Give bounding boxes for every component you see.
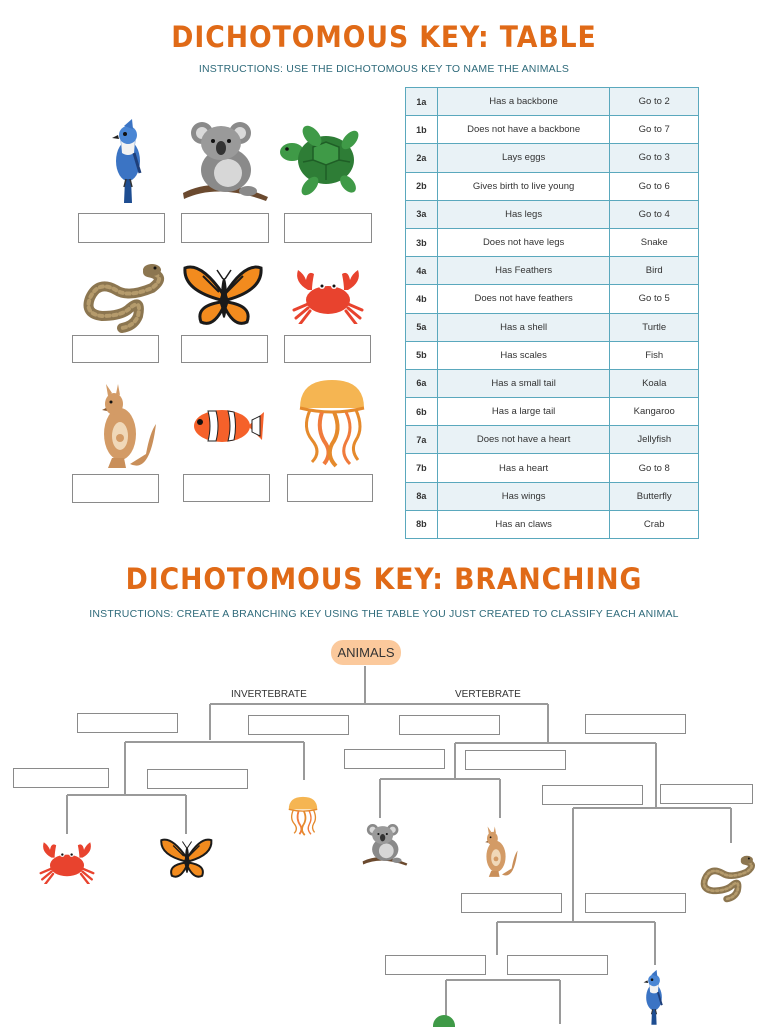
branching-section-instructions: INSTRUCTIONS: CREATE A BRANCHING KEY USING THE TABLE YOU JUST CREATED TO CLASSIFY EACH ANIMAL <box>89 608 679 620</box>
key-code: 8a <box>406 482 438 510</box>
key-result: Butterfly <box>610 482 699 510</box>
key-result: Kangaroo <box>610 398 699 426</box>
branching-section-title: DICHOTOMOUS KEY: BRANCHING <box>125 562 643 596</box>
table-section-instructions: INSTRUCTIONS: USE THE DICHOTOMOUS KEY TO NAME THE ANIMALS <box>198 63 570 75</box>
key-code: 6b <box>406 398 438 426</box>
blue-jay-icon <box>632 966 676 1028</box>
key-result: Snake <box>610 228 699 256</box>
key-code: 3b <box>406 228 438 256</box>
jellyfish-icon <box>285 796 321 836</box>
key-result: Bird <box>610 257 699 285</box>
key-description: Lays eggs <box>437 144 610 172</box>
crab-icon <box>36 836 98 884</box>
key-code: 2b <box>406 172 438 200</box>
key-code: 1a <box>406 88 438 116</box>
branch-box[interactable] <box>660 784 753 804</box>
key-result: Koala <box>610 369 699 397</box>
butterfly-icon <box>160 835 214 881</box>
branch-box[interactable] <box>77 713 178 733</box>
branch-box[interactable] <box>344 749 445 769</box>
key-description: Has wings <box>437 482 610 510</box>
key-result: Go to 8 <box>610 454 699 482</box>
key-description: Has a small tail <box>437 369 610 397</box>
key-code: 2a <box>406 144 438 172</box>
branch-box[interactable] <box>248 715 349 735</box>
key-result: Go to 3 <box>610 144 699 172</box>
branch-box[interactable] <box>585 893 686 913</box>
key-description: Does not have a heart <box>437 426 610 454</box>
key-result: Go to 5 <box>610 285 699 313</box>
key-description: Has Feathers <box>437 257 610 285</box>
key-code: 1b <box>406 116 438 144</box>
key-description: Does not have feathers <box>437 285 610 313</box>
key-description: Gives birth to live young <box>437 172 610 200</box>
key-result: Fish <box>610 341 699 369</box>
key-code: 4a <box>406 257 438 285</box>
key-code: 5a <box>406 313 438 341</box>
branch-box[interactable] <box>147 769 248 789</box>
branch-box[interactable] <box>542 785 643 805</box>
key-description: Has legs <box>437 200 610 228</box>
branch-box[interactable] <box>399 715 500 735</box>
key-code: 6a <box>406 369 438 397</box>
key-code: 8b <box>406 510 438 538</box>
key-code: 4b <box>406 285 438 313</box>
key-description: Does not have a backbone <box>437 116 610 144</box>
key-code: 5b <box>406 341 438 369</box>
key-description: Does not have legs <box>437 228 610 256</box>
branch-box[interactable] <box>385 955 486 975</box>
key-code: 7a <box>406 426 438 454</box>
key-result: Go to 2 <box>610 88 699 116</box>
key-description: Has a backbone <box>437 88 610 116</box>
branch-box[interactable] <box>507 955 608 975</box>
key-description: Has a large tail <box>437 398 610 426</box>
key-result: Go to 7 <box>610 116 699 144</box>
invertebrate-label: INVERTEBRATE <box>231 689 307 700</box>
root-node-animals: ANIMALS <box>331 640 401 665</box>
key-result: Go to 4 <box>610 200 699 228</box>
key-description: Has scales <box>437 341 610 369</box>
key-result: Turtle <box>610 313 699 341</box>
key-description: Has a shell <box>437 313 610 341</box>
branch-box[interactable] <box>585 714 686 734</box>
table-section-title: DICHOTOMOUS KEY: TABLE <box>171 20 597 54</box>
key-description: Has an claws <box>437 510 610 538</box>
key-result: Go to 6 <box>610 172 699 200</box>
branch-box[interactable] <box>461 893 562 913</box>
branch-box[interactable] <box>13 768 109 788</box>
key-description: Has a heart <box>437 454 610 482</box>
kangaroo-icon <box>478 822 520 882</box>
key-result: Crab <box>610 510 699 538</box>
key-code: 7b <box>406 454 438 482</box>
koala-icon <box>360 820 410 868</box>
snake-icon <box>697 850 759 904</box>
key-result: Jellyfish <box>610 426 699 454</box>
branch-box[interactable] <box>465 750 566 770</box>
vertebrate-label: VERTEBRATE <box>455 689 521 700</box>
key-code: 3a <box>406 200 438 228</box>
